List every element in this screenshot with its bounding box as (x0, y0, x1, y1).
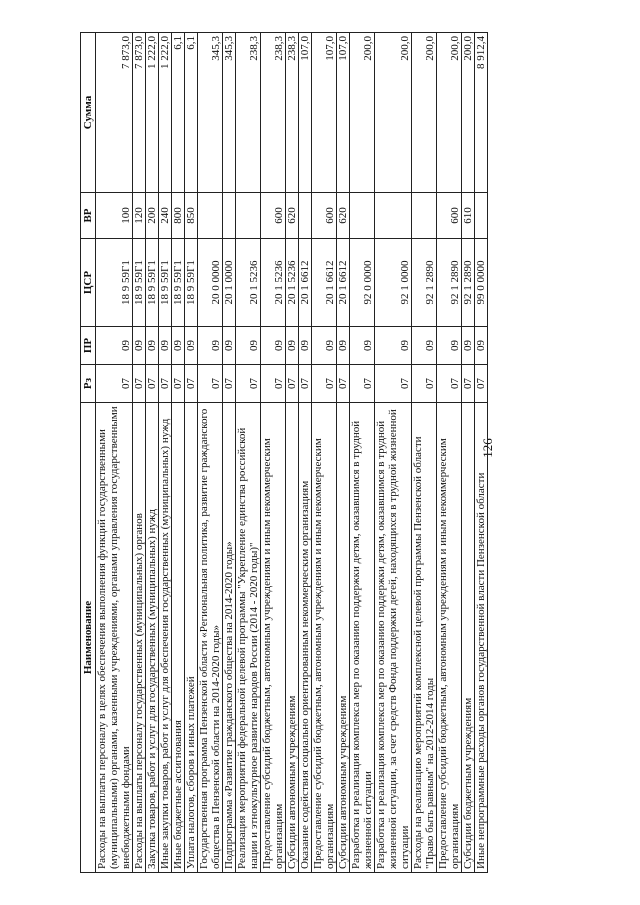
cell-csr: 20 1 5236 (286, 239, 299, 327)
cell-rz: 07 (159, 365, 172, 403)
cell-name: Оказание содействия социально ориентированным некоммерческим организациям (299, 403, 312, 873)
cell-rz: 07 (261, 365, 286, 403)
table-row (350, 33, 375, 873)
cell-sum: 6,1 (185, 33, 198, 193)
cell-sum: 8 912,4 (475, 33, 488, 193)
cell-pr: 09 (159, 327, 172, 365)
cell-rz: 07 (96, 365, 133, 403)
cell-vr (299, 193, 312, 239)
cell-rz: 07 (172, 365, 185, 403)
table-row (412, 33, 437, 873)
table-row (236, 33, 261, 873)
table-row (261, 33, 286, 873)
cell-csr: 20 1 5236 (261, 239, 286, 327)
cell-csr: 18 9 59Г1 (133, 239, 146, 327)
cell-name: Предоставление субсидий бюджетным, автономным учреждениям и иным некоммерческим организациям (312, 403, 337, 873)
cell-rz: 07 (337, 365, 350, 403)
cell-name: Разработка и реализация комплекса мер по оказанию поддержки детям, оказавшимся в трудной жизненной ситуации, за счет средств Фонда поддержки детей, находящихся в трудной жизненной ситуации (375, 403, 412, 873)
header-name: Наименование (81, 403, 96, 873)
header-vr: ВР (81, 193, 96, 239)
cell-csr: 20 1 6612 (312, 239, 337, 327)
cell-name: Иные закупки товаров, работ и услуг для обеспечения государственных (муниципальных) нужд (159, 403, 172, 873)
cell-vr: 600 (261, 193, 286, 239)
cell-name: Иные непрограммные расходы органов государственной власти Пензенской области (475, 403, 488, 873)
cell-csr: 20 1 6612 (299, 239, 312, 327)
cell-csr: 92 1 0000 (375, 239, 412, 327)
cell-pr: 09 (437, 327, 462, 365)
table-row (198, 33, 223, 873)
cell-vr: 120 (133, 193, 146, 239)
cell-pr: 09 (286, 327, 299, 365)
cell-csr: 92 1 2890 (412, 239, 437, 327)
cell-pr: 09 (198, 327, 223, 365)
cell-sum: 200,0 (375, 33, 412, 193)
cell-rz: 07 (286, 365, 299, 403)
cell-csr: 18 9 59Г1 (172, 239, 185, 327)
header-pr: ПР (81, 327, 96, 365)
cell-name: Подпрограмма «Развитие гражданского общества на 2014-2020 годы» (223, 403, 236, 873)
table-row (337, 33, 350, 873)
cell-csr: 18 9 59Г1 (185, 239, 198, 327)
cell-pr: 09 (412, 327, 437, 365)
cell-pr: 09 (312, 327, 337, 365)
cell-pr: 09 (462, 327, 475, 365)
cell-csr: 18 9 59Г1 (96, 239, 133, 327)
table-row (172, 33, 185, 873)
cell-vr: 610 (462, 193, 475, 239)
page-number: 126 (480, 438, 495, 458)
header-rz: Рз (81, 365, 96, 403)
table-row (185, 33, 198, 873)
cell-rz: 07 (475, 365, 488, 403)
table-row (462, 33, 475, 873)
table-row (133, 33, 146, 873)
cell-pr: 09 (350, 327, 375, 365)
cell-sum: 238,3 (286, 33, 299, 193)
cell-vr (223, 193, 236, 239)
table-row (437, 33, 462, 873)
cell-vr: 600 (312, 193, 337, 239)
cell-pr: 09 (475, 327, 488, 365)
budget-table (80, 32, 488, 873)
cell-csr: 20 1 0000 (223, 239, 236, 327)
cell-name: Реализация мероприятий федеральной целевой программы "Укрепление единства российской нации и этнокультурное развитие народов России (2014 - 2020 годы)" (236, 403, 261, 873)
cell-csr: 18 9 59Г1 (159, 239, 172, 327)
cell-sum: 345,3 (198, 33, 223, 193)
cell-csr: 92 1 2890 (462, 239, 475, 327)
cell-sum: 7 873,0 (133, 33, 146, 193)
cell-rz: 07 (350, 365, 375, 403)
cell-vr: 850 (185, 193, 198, 239)
cell-rz: 07 (146, 365, 159, 403)
cell-csr: 20 0 0000 (198, 239, 223, 327)
cell-rz: 07 (312, 365, 337, 403)
cell-vr (375, 193, 412, 239)
table-header-row (81, 33, 96, 873)
cell-pr: 09 (146, 327, 159, 365)
cell-pr: 09 (375, 327, 412, 365)
cell-pr: 09 (133, 327, 146, 365)
cell-rz: 07 (223, 365, 236, 403)
table-row (375, 33, 412, 873)
cell-vr (350, 193, 375, 239)
cell-csr: 92 0 0000 (350, 239, 375, 327)
cell-sum: 200,0 (350, 33, 375, 193)
cell-rz: 07 (375, 365, 412, 403)
cell-name: Предоставление субсидий бюджетным, автономным учреждениям и иным некоммерческим организациям (437, 403, 462, 873)
header-sum: Сумма (81, 33, 96, 193)
cell-vr: 620 (337, 193, 350, 239)
cell-pr: 09 (236, 327, 261, 365)
cell-name: Расходы на выплаты персоналу государственных (муниципальных) органов (133, 403, 146, 873)
cell-sum: 200,0 (412, 33, 437, 193)
cell-rz: 07 (462, 365, 475, 403)
table-row (475, 33, 488, 873)
cell-rz: 07 (437, 365, 462, 403)
cell-pr: 09 (299, 327, 312, 365)
cell-name: Предоставление субсидий бюджетным, автономным учреждениям и иным некоммерческим организациям (261, 403, 286, 873)
cell-name: Иные бюджетные ассигнования (172, 403, 185, 873)
cell-csr: 99 0 0000 (475, 239, 488, 327)
cell-name: Расходы на выплаты персоналу в целях обеспечения выполнения функций государственными (муниципальными) органами, казенными учреждениями, органами управления государственными внебюджетными фондами (96, 403, 133, 873)
cell-sum: 7 873,0 (96, 33, 133, 193)
cell-sum: 345,3 (223, 33, 236, 193)
cell-csr: 18 9 59Г1 (146, 239, 159, 327)
cell-vr: 600 (437, 193, 462, 239)
cell-vr: 800 (172, 193, 185, 239)
cell-name: Субсидии автономным учреждениям (337, 403, 350, 873)
cell-sum: 200,0 (437, 33, 462, 193)
cell-name: Уплата налогов, сборов и иных платежей (185, 403, 198, 873)
cell-name: Расходы на реализацию мероприятий комплексной целевой программы Пензенской области "Право быть равным" на 2012-2014 годы (412, 403, 437, 873)
cell-name: Разработка и реализация комплекса мер по оказанию поддержки детям, оказавшимся в трудной жизненной ситуации (350, 403, 375, 873)
cell-sum: 1 222,0 (159, 33, 172, 193)
table-row (286, 33, 299, 873)
cell-rz: 07 (299, 365, 312, 403)
cell-sum: 107,0 (312, 33, 337, 193)
cell-vr: 240 (159, 193, 172, 239)
cell-name: Субсидии автономным учреждениям (286, 403, 299, 873)
cell-csr: 92 1 2890 (437, 239, 462, 327)
cell-csr: 20 1 5236 (236, 239, 261, 327)
cell-vr: 620 (286, 193, 299, 239)
cell-sum: 238,3 (261, 33, 286, 193)
cell-csr: 20 1 6612 (337, 239, 350, 327)
table-row (312, 33, 337, 873)
cell-rz: 07 (236, 365, 261, 403)
cell-vr (236, 193, 261, 239)
cell-sum: 6,1 (172, 33, 185, 193)
cell-name: Закупка товаров, работ и услуг для государственных (муниципальных) нужд (146, 403, 159, 873)
table-row (159, 33, 172, 873)
cell-vr: 200 (146, 193, 159, 239)
cell-sum: 238,3 (236, 33, 261, 193)
cell-vr (198, 193, 223, 239)
cell-pr: 09 (337, 327, 350, 365)
table-row (96, 33, 133, 873)
table-row (146, 33, 159, 873)
cell-vr: 100 (96, 193, 133, 239)
cell-pr: 09 (172, 327, 185, 365)
table-row (299, 33, 312, 873)
cell-rz: 07 (412, 365, 437, 403)
cell-sum: 1 222,0 (146, 33, 159, 193)
cell-sum: 200,0 (462, 33, 475, 193)
cell-pr: 09 (261, 327, 286, 365)
cell-sum: 107,0 (337, 33, 350, 193)
header-csr: ЦСР (81, 239, 96, 327)
cell-pr: 09 (185, 327, 198, 365)
cell-rz: 07 (198, 365, 223, 403)
cell-rz: 07 (133, 365, 146, 403)
cell-rz: 07 (185, 365, 198, 403)
cell-name: Государственная программа Пензенской области «Региональная политика, развитие гражданского общества в Пензенской области на 2014-2020 годы» (198, 403, 223, 873)
cell-pr: 09 (96, 327, 133, 365)
budget-table-container (80, 33, 560, 873)
cell-vr (475, 193, 488, 239)
cell-name: Субсидии бюджетным учреждениям (462, 403, 475, 873)
cell-pr: 09 (223, 327, 236, 365)
cell-vr (412, 193, 437, 239)
cell-sum: 107,0 (299, 33, 312, 193)
table-row (223, 33, 236, 873)
